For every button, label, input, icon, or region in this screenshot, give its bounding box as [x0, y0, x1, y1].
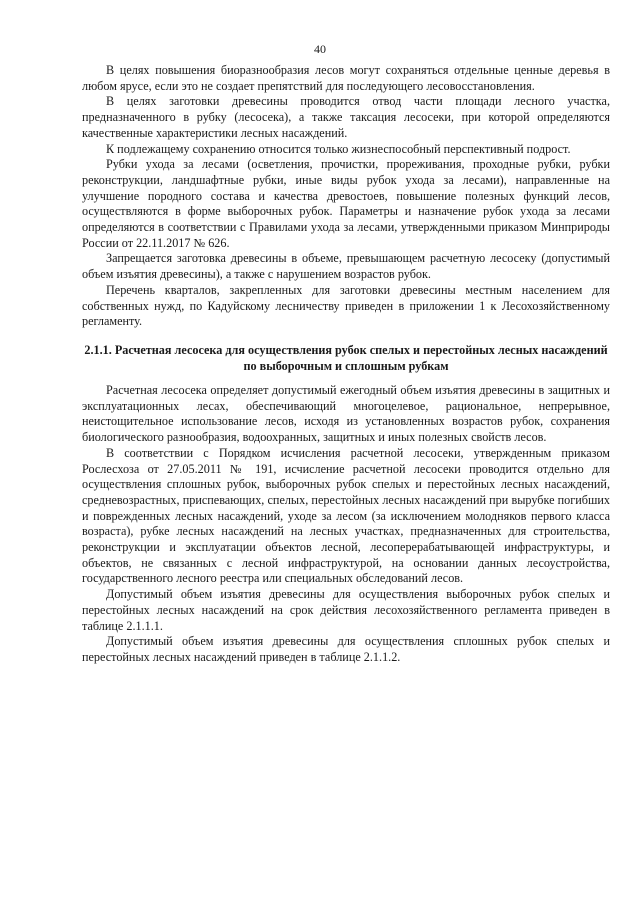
- paragraph: Допустимый объем изъятия древесины для осуществления сплошных рубок спелых и перестойных лесных насаждений приведен в таблице 2.1.1.2.: [82, 634, 610, 664]
- paragraph: Расчетная лесосека определяет допустимый ежегодный объем изъятия древесины в защитных и эксплуатационных лесах, обеспечивающий многоцелевое, рациональное, непрерывное, неистощительное использование лесов, исходя из установленных возрастов рубок, сохранения биологического разнообразия, водоохранных, защитных и иных полезных свойств лесов.: [82, 383, 610, 445]
- paragraph: В целях повышения биоразнообразия лесов могут сохраняться отдельные ценные деревья в любом ярусе, если это не создает препятствий для последующего лесовосстановления.: [82, 63, 610, 93]
- paragraph: В целях заготовки древесины проводится отвод части площади лесного участка, предназначенного в рубку (лесосека), а также таксация лесосеки, при которой определяются качественные характеристики лесных насаждений.: [82, 94, 610, 140]
- paragraph: Рубки ухода за лесами (осветления, прочистки, прореживания, проходные рубки, рубки реконструкции, ландшафтные рубки, иные виды рубок ухода за лесами), направленные на улучшение породного состава и качества древостоев, повышение полезных функций лесов, осуществляются в форме выборочных рубок. Параметры и назначение рубок ухода за лесами определяются в соответствии с Правилами ухода за лесами, утвержденными приказом Минприроды России от 22.11.2017 № 626.: [82, 157, 610, 250]
- paragraph: К подлежащему сохранению относится только жизнеспособный перспективный подрост.: [106, 141, 571, 156]
- paragraph: Запрещается заготовка древесины в объеме, превышающем расчетную лесосеку (допустимый объем изъятия древесины), а также с нарушением возрастов рубок.: [82, 251, 610, 282]
- paragraph: Допустимый объем изъятия древесины для осуществления выборочных рубок спелых и перестойных лесных насаждений на срок действия лесохозяйственного регламента приведен в таблице 2.1.1.1.: [82, 587, 610, 633]
- intro-text-block: [82, 63, 610, 330]
- paragraph: Перечень кварталов, закрепленных для заготовки древесины местным населением для собственных нужд, по Кадуйскому лесничеству приведен в приложении 1 к Лесохозяйственному регламенту.: [82, 282, 610, 329]
- paragraph: В соответствии с Порядком исчисления расчетной лесосеки, утвержденным приказом Рослесхоза от 27.05.2011 № 191, исчисление расчетной лесосеки проводится отдельно для осуществления сплошных рубок, выборочных рубок спелых и перестойных лесных насаждений, средневозрастных, приспевающих, спелых, перестойных лесных насаждений при вырубке погибших и поврежденных лесных насаждений, уходе за лесом (за исключением молодняков первого класса возраста), рубке лесных насаждений на лесных участках, предназначенных для строительства, реконструкции и эксплуатации объектов лесной, лесоперерабатывающей инфраструктуры, и объектов, не связанных с лесной инфраструктурой, на основании данных лесоустройства, государственного лесного реестра или специальных обследований лесов.: [82, 445, 610, 586]
- section-heading: 2.1.1. Расчетная лесосека для осуществления рубок спелых и перестойных лесных насаждений по выборочным и сплошным рубкам: [84, 343, 608, 373]
- section-text-block: [82, 383, 610, 666]
- page-number: 40: [314, 42, 326, 56]
